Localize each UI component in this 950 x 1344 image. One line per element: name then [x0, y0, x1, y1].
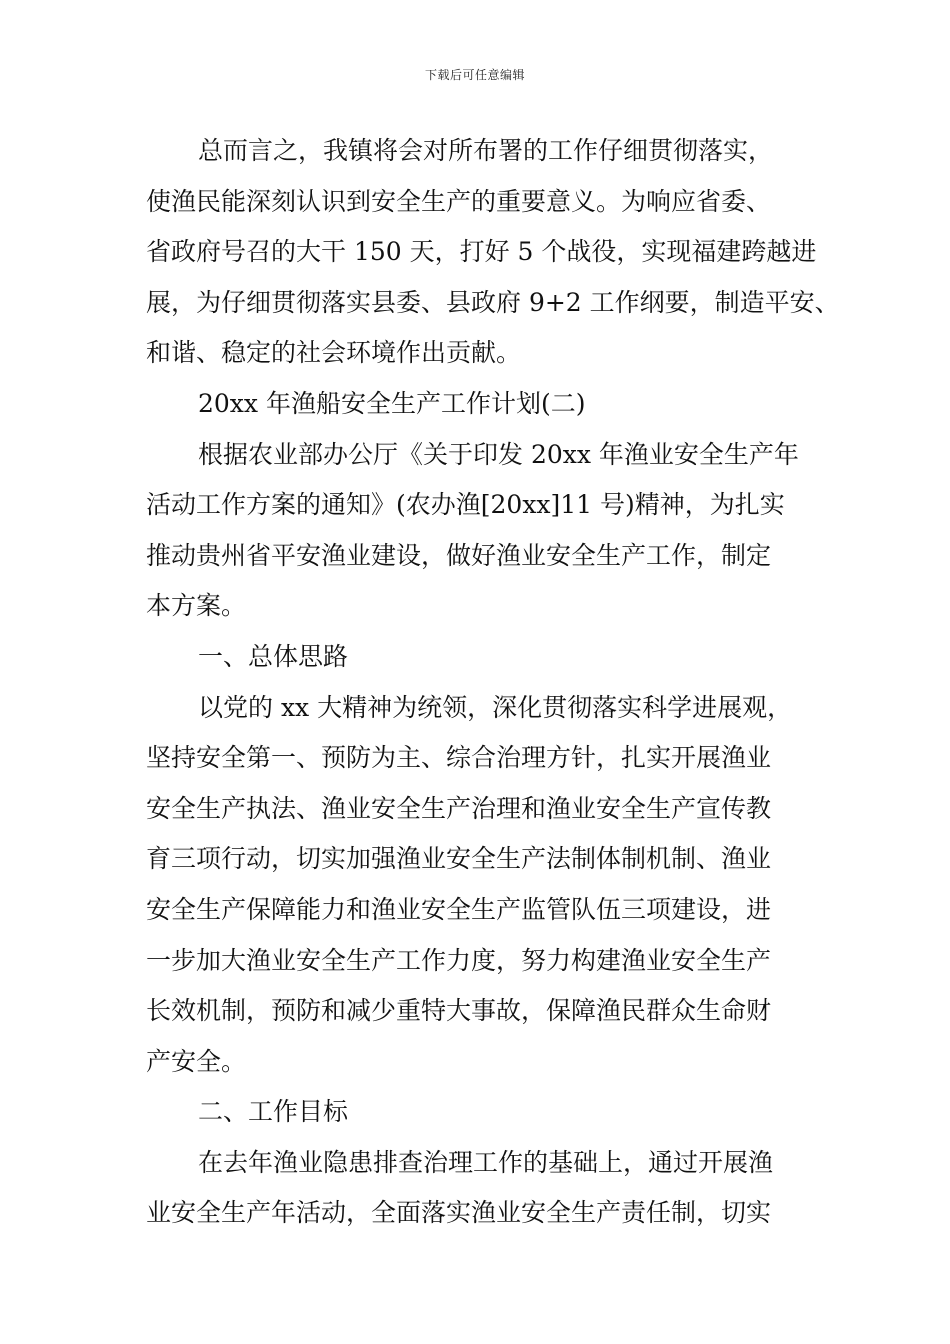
- text-line: 育三项行动，切实加强渔业安全生产法制体制机制、渔业: [146, 844, 772, 874]
- section-heading: 二、工作目标: [198, 1097, 349, 1127]
- text-line: 展，为仔细贯彻落实县委、县政府 9+2 工作纲要，制造平安、: [146, 287, 840, 317]
- text-line: 长效机制，预防和减少重特大事故，保障渔民群众生命财: [146, 996, 772, 1026]
- text-line: 使渔民能深刻认识到安全生产的重要意义。为响应省委、: [146, 186, 772, 216]
- page-header-note: 下载后可任意编辑: [424, 68, 525, 82]
- document-body: [146, 126, 840, 1239]
- text-line: 总而言之，我镇将会对所布署的工作仔细贯彻落实，: [198, 136, 774, 165]
- section-heading: 一、总体思路: [198, 641, 349, 671]
- text-line: 在去年渔业隐患排查治理工作的基础上，通过开展渔: [198, 1147, 774, 1177]
- text-line: 业安全生产年活动，全面落实渔业安全生产责任制，切实: [146, 1198, 772, 1228]
- text-line: 和谐、稳定的社会环境作出贡献。: [146, 338, 522, 368]
- text-line: 以党的 xx 大精神为统领，深化贯彻落实科学进展观，: [198, 692, 793, 722]
- text-line: 根据农业部办公厅《关于印发 20xx 年渔业安全生产年: [198, 439, 799, 469]
- section-title: 20xx 年渔船安全生产工作计划(二): [198, 388, 586, 418]
- text-line: 坚持安全第一、预防为主、综合治理方针，扎实开展渔业: [146, 743, 772, 773]
- text-line: 活动工作方案的通知》(农办渔[20xx]11 号)精神，为扎实: [146, 490, 785, 520]
- text-line: 产安全。: [146, 1046, 247, 1076]
- text-line: 省政府号召的大干 150 天，打好 5 个战役，实现福建跨越进: [146, 237, 817, 267]
- text-line: 推动贵州省平安渔业建设，做好渔业安全生产工作，制定: [146, 540, 772, 570]
- text-line: 安全生产保障能力和渔业安全生产监管队伍三项建设，进: [146, 894, 772, 924]
- text-line: 本方案。: [146, 591, 247, 621]
- text-line: 安全生产执法、渔业安全生产治理和渔业安全生产宣传教: [146, 793, 772, 823]
- text-line: 一步加大渔业安全生产工作力度，努力构建渔业安全生产: [146, 945, 772, 975]
